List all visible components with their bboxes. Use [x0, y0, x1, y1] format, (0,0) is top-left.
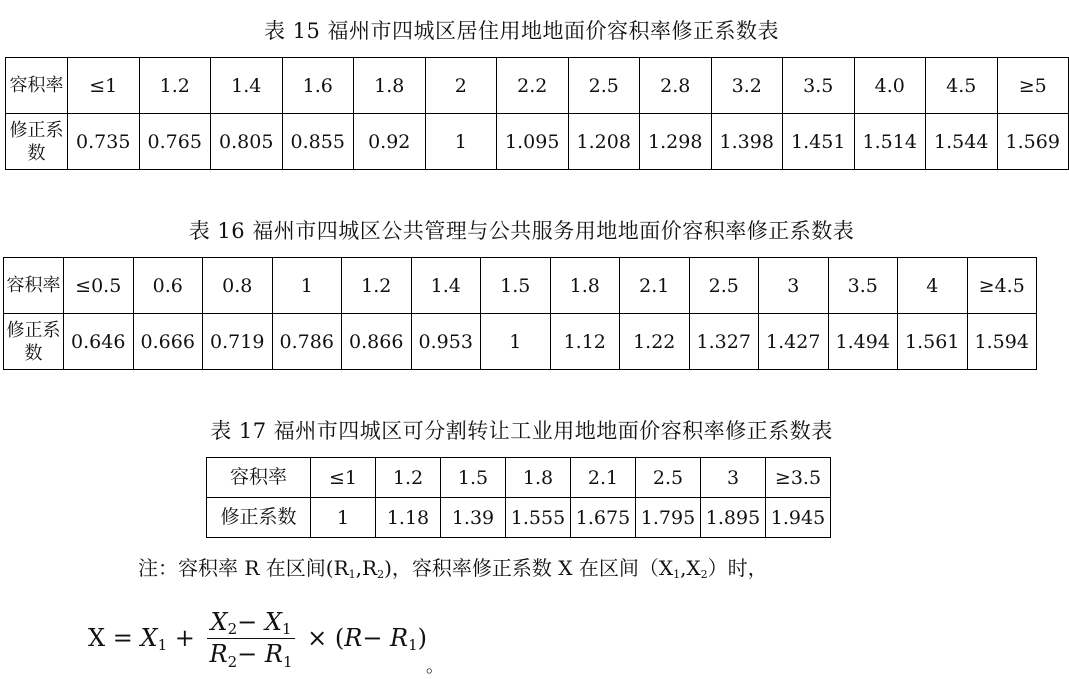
note-sub: 1 [348, 568, 356, 581]
coefficient-cell: 0.953 [411, 314, 481, 370]
ratio-cell: 1.8 [506, 458, 571, 498]
ratio-cell: 1.2 [139, 58, 211, 114]
ratio-cell: ≥3.5 [766, 458, 831, 498]
coefficient-cell: 1 [425, 114, 497, 170]
formula-lhs: X = [88, 624, 133, 653]
note-prefix: 注：容积率 R 在区间(R [138, 556, 349, 580]
coefficient-cell: 1.427 [759, 314, 829, 370]
ratio-cell: ≥4.5 [967, 258, 1037, 314]
coefficient-cell: 1.18 [376, 498, 441, 538]
row-header-ratio: 容积率 [207, 458, 311, 498]
coefficient-cell: 1.327 [689, 314, 759, 370]
ratio-cell: ≤1 [311, 458, 376, 498]
coefficient-cell: 1.675 [571, 498, 636, 538]
ratio-cell: 1.8 [354, 58, 426, 114]
formula-plus: + [174, 624, 195, 653]
interpolation-formula [88, 606, 428, 671]
note-sub: 2 [377, 568, 385, 581]
formula-term: $X_1$ [140, 623, 168, 655]
note-suffix: ）时， [707, 556, 768, 580]
ratio-cell: 1 [272, 258, 342, 314]
coefficient-cell: 1.555 [506, 498, 571, 538]
row-header-coefficient: 修正系数 [6, 114, 68, 170]
table-15-caption: 表 15 福州市四城区居住用地地面价容积率修正系数表 [263, 19, 780, 43]
coefficient-cell: 1.945 [766, 498, 831, 538]
coefficient-cell: 0.855 [282, 114, 354, 170]
ratio-cell: 2.5 [689, 258, 759, 314]
coefficient-cell: 1 [481, 314, 551, 370]
table-16-caption: 表 16 福州市四城区公共管理与公共服务用地地面价容积率修正系数表 [188, 219, 855, 243]
coefficient-cell: 1.544 [926, 114, 998, 170]
coefficient-cell: 0.666 [133, 314, 203, 370]
ratio-cell: 0.8 [203, 258, 273, 314]
ratio-cell: 1.2 [342, 258, 412, 314]
ratio-cell: 3.2 [711, 58, 783, 114]
row-header-ratio: 容积率 [6, 58, 68, 114]
coefficient-cell: 1.208 [568, 114, 640, 170]
ratio-cell: 2.5 [568, 58, 640, 114]
table-17-ratio-row [207, 458, 831, 498]
ratio-cell: 1.6 [282, 58, 354, 114]
formula-close: ) [417, 624, 428, 653]
coefficient-cell: 0.719 [203, 314, 273, 370]
formula-fraction [207, 606, 296, 671]
table-17-coefficient-row [207, 498, 831, 538]
coefficient-cell: 1.594 [967, 314, 1037, 370]
formula-denominator: $R_2- R_1$ [209, 640, 293, 671]
ratio-cell: ≤1 [68, 58, 140, 114]
coefficient-cell: 1.494 [828, 314, 898, 370]
ratio-cell: 2.1 [571, 458, 636, 498]
coefficient-cell: 1.561 [898, 314, 968, 370]
formula-numerator: $X_2- X_1$ [207, 606, 296, 639]
coefficient-cell: 0.786 [272, 314, 342, 370]
coefficient-cell: 1.569 [997, 114, 1069, 170]
row-header-coefficient: 修正系数 [4, 314, 64, 370]
note-sub: 1 [673, 568, 681, 581]
table-16-ratio-row [4, 258, 1037, 314]
formula-times: × ( [307, 624, 345, 653]
coefficient-cell: 1.22 [620, 314, 690, 370]
coefficient-cell: 1.398 [711, 114, 783, 170]
ratio-cell: 2.8 [640, 58, 712, 114]
table-16 [3, 257, 1037, 370]
ratio-cell: 0.6 [133, 258, 203, 314]
table-16-coefficient-row [4, 314, 1037, 370]
ratio-cell: 1.2 [376, 458, 441, 498]
coefficient-cell: 0.765 [139, 114, 211, 170]
table-15-ratio-row [6, 58, 1069, 114]
ratio-cell: ≥5 [997, 58, 1069, 114]
coefficient-cell: 0.92 [354, 114, 426, 170]
ratio-cell: 1.5 [441, 458, 506, 498]
coefficient-cell: 0.805 [211, 114, 283, 170]
ratio-cell: 1.4 [211, 58, 283, 114]
coefficient-cell: 1.795 [636, 498, 701, 538]
coefficient-cell: 1 [311, 498, 376, 538]
coefficient-cell: 1.514 [854, 114, 926, 170]
table-17 [206, 457, 831, 538]
coefficient-cell: 1.39 [441, 498, 506, 538]
formula-r: $R- R_1$ [344, 623, 418, 655]
note-text: ,R [355, 556, 378, 580]
coefficient-cell: 0.735 [68, 114, 140, 170]
ratio-cell: ≤0.5 [64, 258, 134, 314]
ratio-cell: 1.4 [411, 258, 481, 314]
ratio-cell: 3.5 [783, 58, 855, 114]
ratio-cell: 2.2 [497, 58, 569, 114]
coefficient-cell: 1.895 [701, 498, 766, 538]
ratio-cell: 2.1 [620, 258, 690, 314]
coefficient-cell: 1.451 [783, 114, 855, 170]
table-17-caption: 表 17 福州市四城区可分割转让工业用地地面价容积率修正系数表 [210, 419, 833, 443]
coefficient-cell: 1.298 [640, 114, 712, 170]
ratio-cell: 4 [898, 258, 968, 314]
ratio-cell: 3 [759, 258, 829, 314]
coefficient-cell: 0.866 [342, 314, 412, 370]
ratio-cell: 2 [425, 58, 497, 114]
table-15 [5, 57, 1069, 170]
ratio-cell: 1.5 [481, 258, 551, 314]
ratio-cell: 3 [701, 458, 766, 498]
ratio-cell: 2.5 [636, 458, 701, 498]
coefficient-cell: 1.12 [550, 314, 620, 370]
note-text: ,X [680, 556, 701, 580]
table-15-coefficient-row [6, 114, 1069, 170]
interpolation-note [138, 555, 768, 588]
note-sub: 2 [700, 568, 708, 581]
ratio-cell: 4.5 [926, 58, 998, 114]
row-header-coefficient: 修正系数 [207, 498, 311, 538]
ratio-cell: 1.8 [550, 258, 620, 314]
formula-period: 。 [426, 656, 444, 677]
coefficient-cell: 0.646 [64, 314, 134, 370]
ratio-cell: 4.0 [854, 58, 926, 114]
note-text: )，容积率修正系数 X 在区间（X [384, 556, 674, 580]
row-header-ratio: 容积率 [4, 258, 64, 314]
coefficient-cell: 1.095 [497, 114, 569, 170]
ratio-cell: 3.5 [828, 258, 898, 314]
